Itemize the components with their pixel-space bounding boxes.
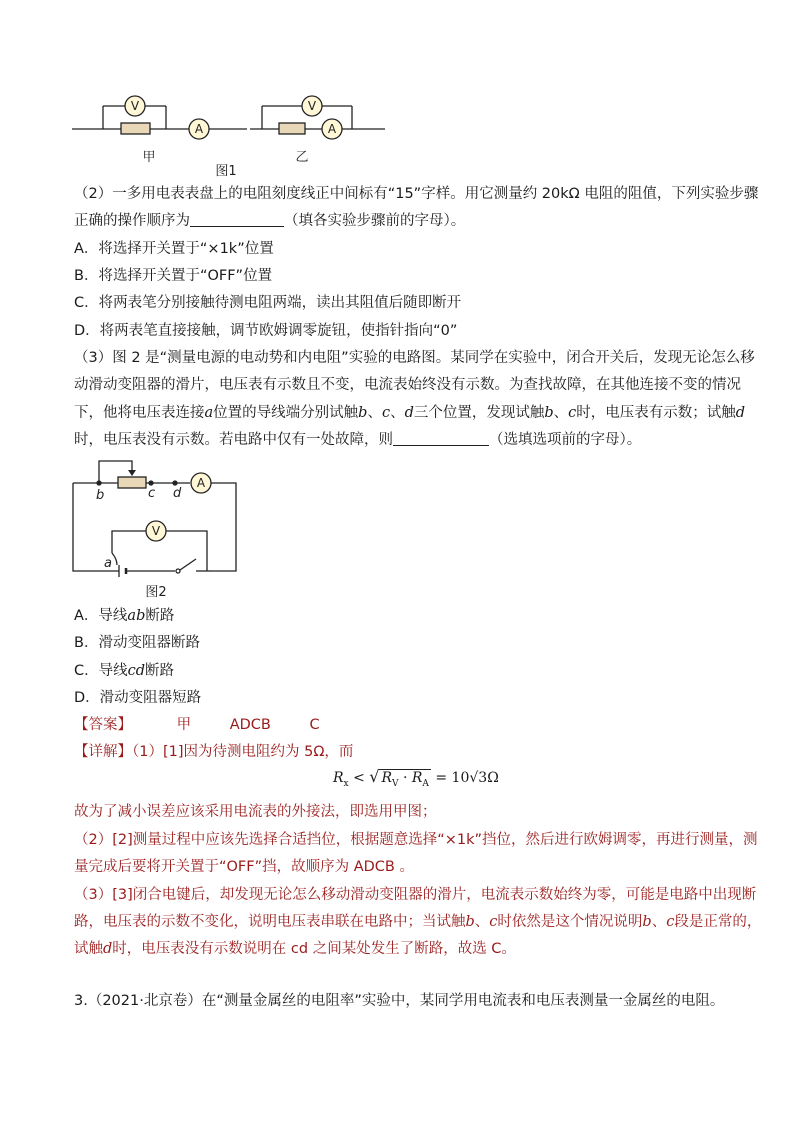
yi-resistor (279, 123, 305, 134)
formula-op: · (398, 770, 412, 786)
variable-c: c (666, 914, 675, 930)
figure-1-caption: 图1 (215, 164, 237, 179)
variable-b: b (358, 405, 368, 421)
q2-option-d: D．将两表笔直接接触，调节欧姆调零旋钮，使指针指向“0” (74, 323, 458, 339)
text-segment: 时，电压表没有示数。若电路中仅有一处故障，则 (74, 432, 393, 448)
right-wire (211, 483, 236, 571)
text-segment: （选填选项前的字母）。 (489, 432, 642, 448)
variable-c: c (489, 914, 498, 930)
text-segment: 时，电压表没有示数说明在 cd 之间某处发生了断路，故选 C。 (112, 941, 516, 957)
text-segment: A．导线 (74, 608, 128, 624)
detail-part2: 故为了减小误差应该采用电流表的外接法，即选用甲图； (74, 804, 437, 820)
formula-op: < (348, 770, 370, 786)
q3-option-a (74, 606, 174, 626)
rheostat (118, 477, 146, 488)
q3-stem-line2: 动滑动变阻器的滑片，电压表有示数且不变，电流表始终没有示数。为查找故障，在其他连接不变的情况 (74, 377, 741, 393)
jia-voltmeter-label: V (130, 99, 140, 113)
point-c-label: c (148, 486, 156, 501)
text-segment: 断路 (145, 608, 175, 624)
fig2-voltmeter-label: V (151, 524, 161, 538)
formula-ra: R (411, 770, 423, 786)
variable-b: b (642, 914, 652, 930)
formula: $R_x$ < √ $R_V \cdot R_A = 10√3\Omega$ (333, 767, 499, 789)
separator: 、 (474, 914, 490, 930)
variable-cd: cd (127, 663, 146, 679)
yi-label: 乙 (295, 150, 309, 165)
variable-d: d (735, 405, 746, 421)
formula-sub: A (422, 778, 429, 789)
point-b-label: b (96, 488, 105, 503)
q2-stem-text: 正确的操作顺序为 (74, 213, 190, 229)
separator: 、 (390, 405, 405, 421)
q2-option-a: A．将选择开关置于“×1k”位置 (74, 241, 274, 257)
text-segment: 段是正常的， (674, 914, 762, 930)
yi-voltmeter-label: V (307, 99, 317, 113)
q3-option-b: B．滑动变阻器断路 (74, 635, 200, 651)
detail-part4-line2 (74, 912, 761, 932)
answer-blank (393, 431, 489, 446)
voltmeter-wire-left (112, 531, 146, 553)
separator: 、 (367, 405, 382, 421)
point-d-label: d (173, 486, 182, 501)
q3-stem-line4 (74, 430, 641, 450)
answer-blank (190, 212, 284, 227)
text-segment: 时依然是这个情况说明 (497, 914, 643, 930)
answer-1: 甲 (176, 717, 192, 733)
variable-ab: ab (127, 608, 146, 624)
detail-part4-line3 (74, 939, 516, 959)
question-3-stem: 3.（2021·北京卷）在“测量金属丝的电阻率”实验中，某同学用电流表和电压表测量一金属丝的电阻。 (74, 993, 725, 1009)
separator: 、 (553, 405, 569, 421)
detail-part3-line2: 量完成后要将开关置于“OFF”挡，故顺序为 ADCB 。 (74, 859, 414, 875)
variable-c: c (568, 405, 577, 421)
detail-part3-line1: （2）[2]测量过程中应该先选择合适挡位，根据题意选择“×1k”挡位，然后进行欧姆调零，再进行测量，测 (74, 832, 758, 848)
formula-rv: R (381, 770, 393, 786)
figure-2-caption: 图2 (145, 585, 167, 600)
q2-stem-hint: （填各实验步骤前的字母）。 (284, 213, 466, 229)
variable-d: d (404, 405, 414, 421)
point-a-label: a (104, 556, 112, 571)
detail-part4-line1: （3）[3]闭合电键后，却发现无论怎么移动滑动变阻器的滑片，电流表示数始终为零，可能是电路中出现断 (74, 887, 757, 903)
text-segment: 三个位置，发现试触 (413, 405, 545, 421)
variable-d: d (103, 941, 113, 957)
separator: 、 (651, 914, 667, 930)
probe-wire-a (112, 553, 117, 565)
text-segment: 路，电压表的示数不变化，说明电压表串联在电路中；当试触 (74, 914, 466, 930)
formula-rx: R (333, 770, 344, 786)
q2-option-b: B．将选择开关置于“OFF”位置 (74, 268, 273, 284)
figure-2-circuit (60, 455, 260, 603)
variable-c: c (381, 405, 391, 421)
q2-stem-line2 (74, 211, 465, 231)
text-segment: 下，他将电压表连接 (74, 405, 205, 421)
text-segment: 试触 (74, 941, 103, 957)
answer-line (74, 715, 320, 735)
jia-label: 甲 (142, 150, 156, 165)
q3-option-c (74, 661, 174, 681)
variable-b: b (544, 405, 554, 421)
jia-resistor (121, 123, 150, 134)
q2-stem-line1: （2）一多用电表表盘上的电阻刻度线正中间标有“15”字样。用它测量约 20kΩ 电阻的阻值，下列实验步骤 (74, 186, 759, 202)
variable-b: b (465, 914, 475, 930)
answer-tag: 【答案】 (74, 717, 132, 733)
switch-lever (180, 559, 196, 570)
q3-stem-line3 (74, 403, 745, 423)
yi-ammeter-label: A (327, 122, 337, 136)
formula-sub: V (392, 778, 399, 789)
detail-part1: （1）[1]因为待测电阻约为 5Ω，而 (132, 744, 354, 760)
detail-line1 (74, 742, 353, 762)
answer-2: ADCB (229, 717, 271, 733)
q2-option-c: C．将两表笔分别接触待测电阻两端，读出其阻值后随即断开 (74, 295, 462, 311)
jia-ammeter-label: A (194, 122, 204, 136)
text-segment: 位置的导线端分别试触 (213, 405, 359, 421)
formula-sub: x (343, 778, 349, 789)
q3-option-d: D．滑动变阻器短路 (74, 690, 202, 706)
formula-result: = 10√3Ω (430, 770, 499, 786)
answer-3: C (309, 717, 320, 733)
detail-tag: 【详解】 (74, 744, 132, 760)
q3-stem-line1: （3）图 2 是“测量电源的电动势和内电阻”实验的电路图。某同学在实验中，闭合开关后，发现无论怎么移 (74, 350, 755, 366)
text-segment: 断路 (145, 663, 175, 679)
figure-1-circuit (60, 88, 400, 188)
fig2-ammeter-label: A (196, 476, 206, 490)
variable-a: a (204, 405, 214, 421)
text-segment: C．导线 (74, 663, 128, 679)
text-segment: 时，电压表有示数；试触 (576, 405, 736, 421)
